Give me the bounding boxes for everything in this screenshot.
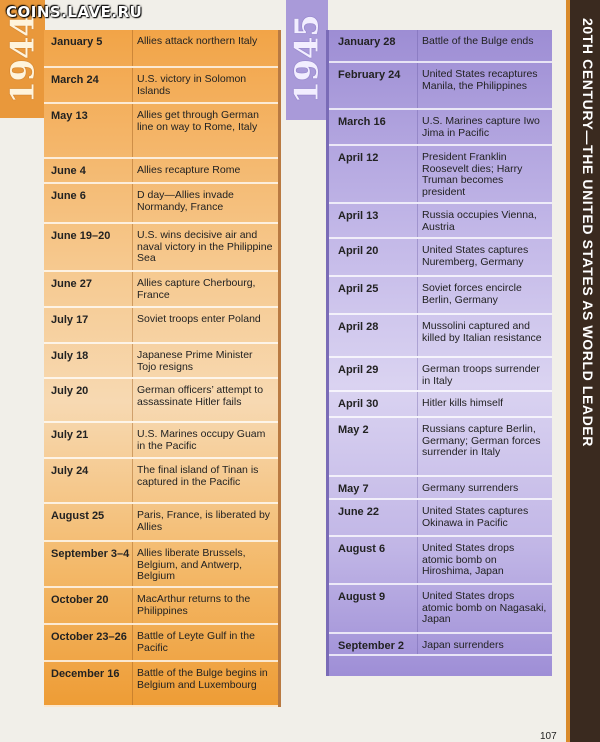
event-description: D day—Allies invade Normandy, France	[132, 184, 278, 222]
chapter-banner-band	[566, 0, 600, 742]
event-date: July 17	[51, 314, 89, 326]
timeline-1945-row	[329, 500, 552, 537]
timeline-1945-row	[329, 30, 552, 63]
event-date: February 24	[338, 69, 401, 81]
event-date: October 20	[51, 594, 109, 606]
event-description: Japanese Prime Minister Tojo resigns	[132, 344, 278, 377]
watermark-text: COINS.LAVE.RU	[6, 3, 143, 21]
event-date: April 20	[338, 245, 379, 257]
event-description: Russians capture Berlin, Germany; German forces surrender in Italy	[417, 418, 552, 475]
event-date: August 9	[338, 591, 386, 603]
event-description: U.S. victory in Solomon Islands	[132, 68, 278, 102]
event-description: Hitler kills himself	[417, 392, 552, 416]
event-date: May 13	[51, 110, 88, 122]
timeline-1944-row	[44, 104, 278, 159]
timeline-1945-row	[329, 239, 552, 277]
timeline-1945-row	[329, 277, 552, 315]
timeline-1944-row	[44, 379, 278, 423]
event-date: December 16	[51, 668, 120, 680]
event-description: Allies attack northern Italy	[132, 30, 278, 66]
event-date: April 30	[338, 398, 379, 410]
event-description: Soviet troops enter Poland	[132, 308, 278, 342]
year-1944-label: 1944	[3, 14, 42, 104]
event-date: July 21	[51, 429, 89, 441]
event-date: April 25	[338, 283, 379, 295]
event-description: Allies get through German line on way to Rome, Italy	[132, 104, 278, 157]
event-date: June 27	[51, 278, 92, 290]
event-date: September 2	[338, 640, 405, 652]
event-description: U.S. Marines occupy Guam in the Pacific	[132, 423, 278, 457]
event-description: Russia occupies Vienna, Austria	[417, 204, 552, 237]
event-date: April 28	[338, 321, 379, 333]
timeline-1944-row	[44, 308, 278, 344]
event-date: May 2	[338, 424, 369, 436]
event-description: Germany surrenders	[417, 477, 552, 498]
event-description: United States captures Nuremberg, Germany	[417, 239, 552, 275]
event-date: January 5	[51, 36, 103, 48]
event-description: United States captures Okinawa in Pacific	[417, 500, 552, 535]
timeline-1944-row	[44, 159, 278, 184]
event-date: June 19–20	[51, 230, 111, 242]
year-1945-tab	[286, 0, 328, 120]
event-description: Allies recapture Rome	[132, 159, 278, 182]
event-date: June 22	[338, 506, 379, 518]
timeline-1945-row	[329, 418, 552, 477]
event-description: Allies capture Cherbourg, France	[132, 272, 278, 306]
timeline-1945-row	[329, 204, 552, 239]
event-description: German troops surrender in Italy	[417, 358, 552, 390]
event-date: July 20	[51, 385, 89, 397]
event-date: April 29	[338, 364, 379, 376]
timeline-1945-row	[329, 392, 552, 418]
page-number: 107	[540, 731, 557, 742]
event-description: Battle of Leyte Gulf in the Pacific	[132, 625, 278, 660]
event-description: United States recaptures Manila, the Philippines	[417, 63, 552, 108]
timeline-1944-column	[44, 30, 281, 707]
timeline-1945-column	[326, 30, 552, 676]
timeline-1944-row	[44, 588, 278, 625]
event-date: March 16	[338, 116, 386, 128]
timeline-1945-row	[329, 110, 552, 146]
timeline-1945-row	[329, 537, 552, 585]
event-date: August 6	[338, 543, 386, 555]
event-description: Japan surrenders	[417, 634, 552, 654]
event-date: August 25	[51, 510, 105, 522]
timeline-1944-row	[44, 542, 278, 588]
timeline-1945-row	[329, 585, 552, 634]
event-description: U.S. Marines capture Iwo Jima in Pacific	[417, 110, 552, 144]
timeline-1944-row	[44, 662, 278, 707]
event-date: April 12	[338, 152, 379, 164]
timeline-1945-row	[329, 477, 552, 500]
event-description: United States drops atomic bomb on Hiroshima, Japan	[417, 537, 552, 583]
timeline-1944-row	[44, 625, 278, 662]
timeline-1944-row	[44, 423, 278, 459]
timeline-1945-row	[329, 315, 552, 358]
timeline-1944-row	[44, 68, 278, 104]
timeline-1944-row	[44, 459, 278, 504]
event-description: Paris, France, is liberated by Allies	[132, 504, 278, 540]
timeline-1945-row	[329, 358, 552, 392]
timeline-1944-row	[44, 30, 278, 68]
banner-accent-stripe	[566, 0, 570, 742]
event-description: President Franklin Roosevelt dies; Harry Truman becomes president	[417, 146, 552, 202]
event-date: July 18	[51, 350, 89, 362]
timeline-1945-row	[329, 634, 552, 656]
event-date: July 24	[51, 465, 89, 477]
timeline-1945-row	[329, 146, 552, 204]
event-description: MacArthur returns to the Philippines	[132, 588, 278, 623]
event-date: March 24	[51, 74, 99, 86]
event-date: June 4	[51, 165, 86, 177]
event-description: Mussolini captured and killed by Italian resistance	[417, 315, 552, 356]
event-description: Soviet forces encircle Berlin, Germany	[417, 277, 552, 313]
timeline-1944-row	[44, 504, 278, 542]
event-description: The final island of Tinan is captured in the Pacific	[132, 459, 278, 502]
event-date: April 13	[338, 210, 379, 222]
event-description: Battle of the Bulge begins in Belgium and Luxembourg	[132, 662, 278, 705]
event-date: May 7	[338, 483, 369, 495]
event-description: Battle of the Bulge ends	[417, 30, 552, 61]
event-description: U.S. wins decisive air and naval victory in the Philippine Sea	[132, 224, 278, 270]
event-date: June 6	[51, 190, 86, 202]
event-date: January 28	[338, 36, 396, 48]
timeline-1944-row	[44, 272, 278, 308]
timeline-1944-row	[44, 344, 278, 379]
event-date: September 3–4	[51, 548, 130, 560]
event-date: October 23–26	[51, 631, 127, 643]
event-description: German officers’ attempt to assassinate Hitler fails	[132, 379, 278, 421]
timeline-1944-row	[44, 184, 278, 224]
year-1945-label: 1945	[288, 14, 326, 104]
event-description: United States drops atomic bomb on Nagasaki, Japan	[417, 585, 552, 632]
timeline-1944-row	[44, 224, 278, 272]
event-description: Allies liberate Brussels, Belgium, and Antwerp, Belgium	[132, 542, 278, 586]
timeline-1945-row	[329, 63, 552, 110]
chapter-banner-title: 20TH CENTURY—THE UNITED STATES AS WORLD LEADER	[580, 18, 596, 447]
